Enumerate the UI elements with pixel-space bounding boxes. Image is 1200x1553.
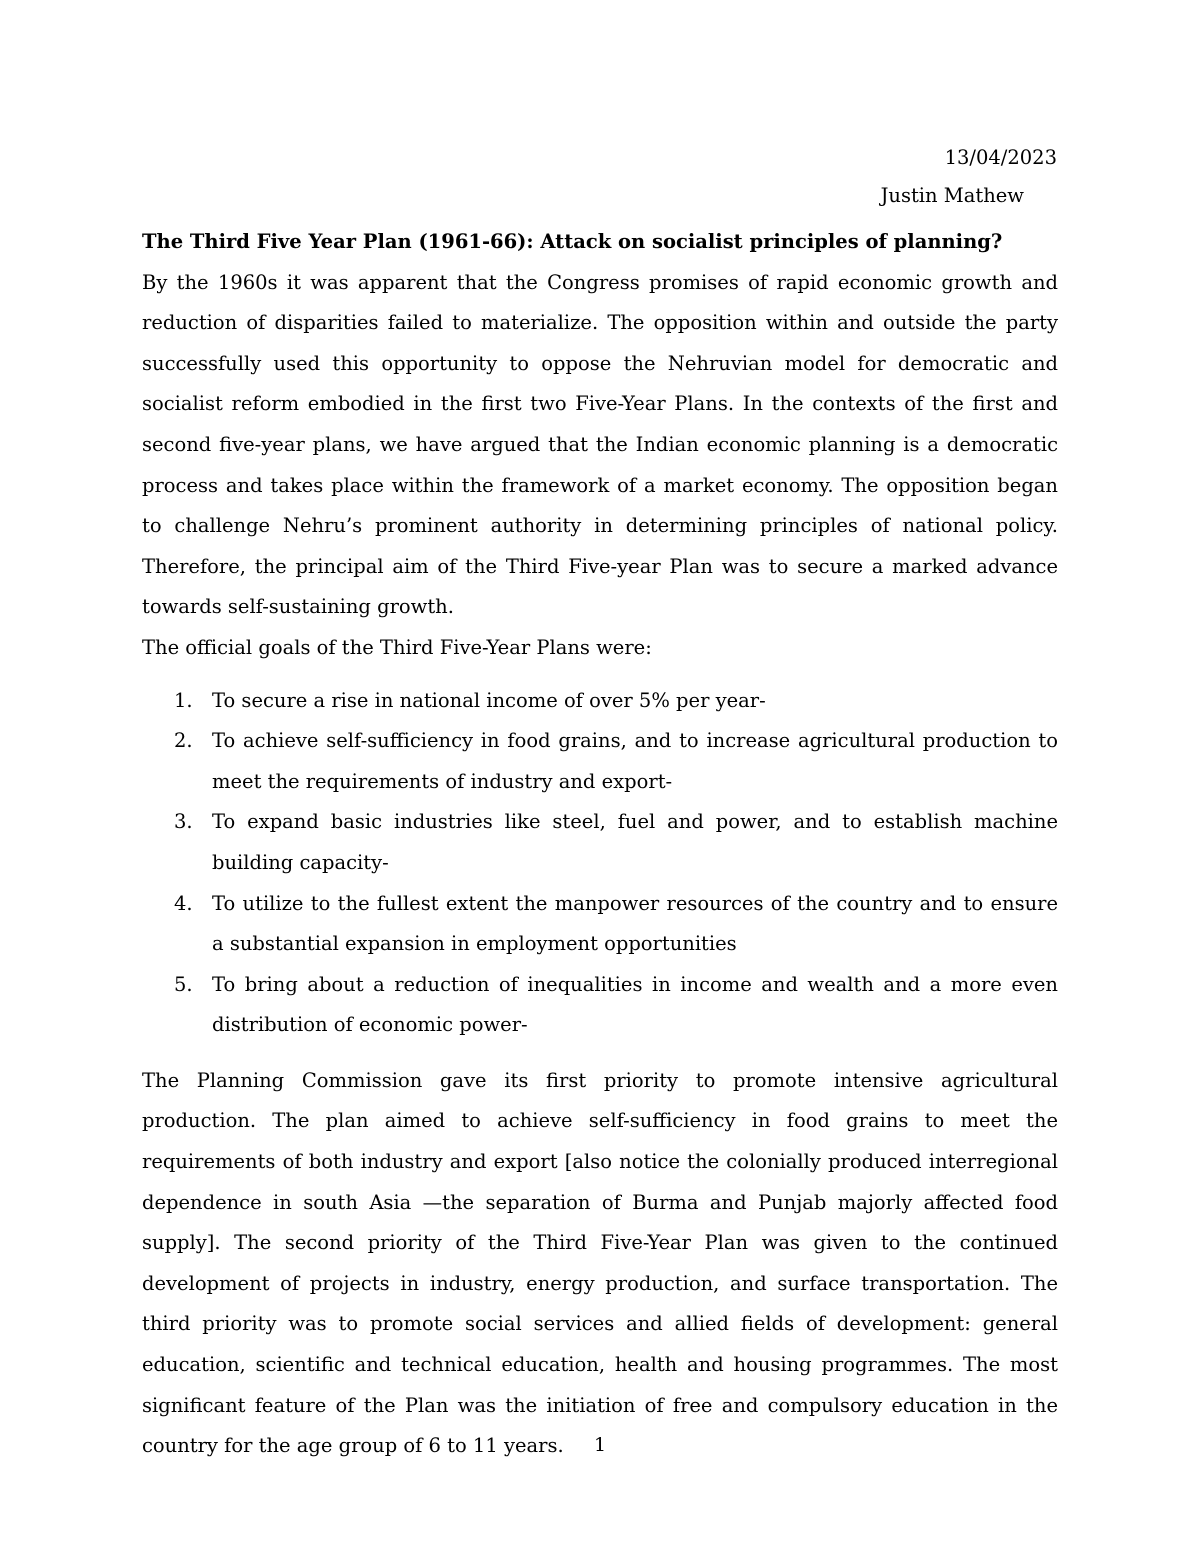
document-date: 13/04/2023 xyxy=(944,146,1057,169)
list-item-number: 5. xyxy=(174,972,193,996)
list-item-text: To expand basic industries like steel, fuel and power, and to establish machine building capacity- xyxy=(212,810,1058,874)
document-body xyxy=(142,222,1058,1467)
closing-paragraph: The Planning Commission gave its first priority to promote intensive agricultural production. The plan aimed to achieve self-sufficiency in food grains to meet the requirements of both industry and export [also notice the colonially produced interregional dependence in south Asia —the separation of Burma and Punjab majorly affected food supply]. The second priority of the Third Five-Year Plan was given to the continued development of projects in industry, energy production, and surface transportation. The third priority was to promote social services and allied fields of development: general education, scientific and technical education, health and housing programmes. The most significant feature of the Plan was the initiation of free and compulsory education in the country for the age group of 6 to 11 years. xyxy=(142,1068,1058,1458)
list-item-text: To bring about a reduction of inequalities in income and wealth and a more even distribution of economic power- xyxy=(212,972,1058,1037)
author-name: Justin Mathew xyxy=(880,184,1024,207)
list-item-number: 1. xyxy=(174,688,193,712)
list-item-number: 2. xyxy=(174,729,193,753)
list-item xyxy=(142,721,1058,802)
list-item xyxy=(142,681,1058,722)
goals-list xyxy=(142,681,1058,1046)
page-number: 1 xyxy=(593,1434,607,1456)
list-item-text: To achieve self-sufficiency in food grains, and to increase agricultural production to meet the requirements of industry and export- xyxy=(212,729,1058,793)
list-item-number: 4. xyxy=(174,891,193,915)
goals-lead-in: The official goals of the Third Five-Year Plans were: xyxy=(142,635,652,659)
list-item-text: To secure a rise in national income of over 5% per year- xyxy=(212,688,766,712)
list-item-number: 3. xyxy=(174,810,193,834)
list-item-text: To utilize to the fullest extent the manpower resources of the country and to ensure a substantial expansion in employment opportunities xyxy=(212,891,1058,956)
list-item xyxy=(142,965,1058,1046)
list-item xyxy=(142,884,1058,965)
document-title: The Third Five Year Plan (1961-66): Attack on socialist principles of planning? xyxy=(142,230,1003,253)
list-item xyxy=(142,802,1058,883)
intro-paragraph: By the 1960s it was apparent that the Congress promises of rapid economic growth and reduction of disparities failed to materialize. The opposition within and outside the party successfully used this opportunity to oppose the Nehruvian model for democratic and socialist reform embodied in the first two Five-Year Plans. In the contexts of the first and second five-year plans, we have argued that the Indian economic planning is a democratic process and takes place within the framework of a market economy. The opposition began to challenge Nehru’s prominent authority in determining principles of national policy. Therefore, the principal aim of the Third Five-year Plan was to secure a marked advance towards self-sustaining growth. xyxy=(142,270,1058,619)
